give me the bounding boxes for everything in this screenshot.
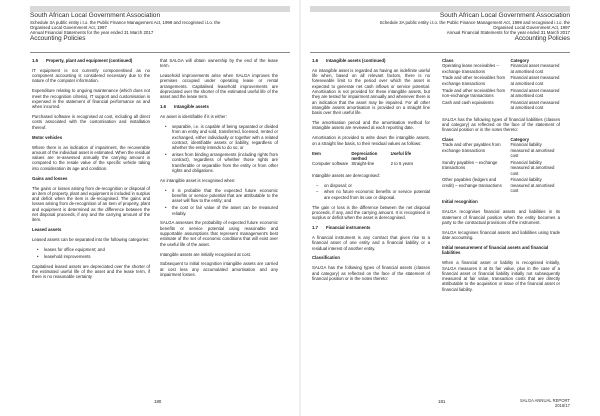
left-column-2 [160,58,278,282]
table-cell: Cash and cash equivalents [442,99,494,105]
paragraph: A financial instrument is any contract that gives rise to a financial asset of one entity and a financial liability or a residual interest of another entity. [312,234,430,251]
paragraph: Expenditure relating to ongoing maintenance (which does not meet the recognition criteria), IT support and customisation is expensed in the statement of financial performance as and when incurred. [32,88,150,110]
subheading: Initial measurement of financial assets and financial liabilities [442,245,549,256]
table-cell: Financial liability measured at amortised cost [510,177,555,193]
page-number: 180 [154,399,162,404]
header-line-5: Accounting Policies [514,34,570,42]
section-heading [312,225,430,230]
section-number: 1.6 [160,104,166,110]
section-title: Intangible assets (continued) [326,58,386,63]
paragraph: SALGA recognises financial assets and liabilities in its statement of financial position when the entity becomes a party to the contractual provisions of the instrument. [442,209,560,225]
paragraph: SALGA has the following types of financial assets (classes and category) as reflected on the face of the statement of financial position or in the notes thereto: [312,265,430,281]
paragraph: Leasehold improvements arise when SALGA improves the premises occupied under operating lease or rental arrangements. Capitalised leasehold improvements are depreciated over the shorter of the estimated useful life of the asset and the lease term. [160,73,278,100]
paragraph: Intangible assets are derecognised: [312,172,380,178]
table-header-cell: Class [442,58,454,63]
left-page [0,0,298,416]
subheading: Motor vehicles [32,134,63,140]
table-cell: Sundry payables – exchange transactions [442,159,498,171]
header-title: South African Local Government Association [30,12,161,19]
page-gutter [299,0,301,416]
subheading: Classification [312,255,340,261]
bullet-list [160,188,278,216]
paragraph: An intangible asset is regarded as having an indefinite useful life when, based on all relevant factors, there is no foreseeable limit to the period over which the asset is expected to generate net cash inflows or service potential. Amortisation is not provided for these intangible assets, but they are tested for impairment annually and whenever there is an indication that the asset may be impaired. For all other intangible assets amortisation is provided on a straight line basis over their useful life. [312,67,430,116]
list-item: • arises from binding arrangements (including rights from contract), regardless of whether those rights are transferable or separable from the entity or from other rights and obligations. [160,152,278,173]
table-cell: Trade and other payables from exchange transactions [442,142,501,153]
list-item: • leasehold improvements [32,254,150,259]
header-line-2: Schedule 3A public entity i.t.o. the Public Finance Management Act, 1999 and recognised i.t.o. the [30,19,221,25]
subheading: Gains and losses [32,175,68,181]
page-header [30,12,290,42]
header-divider [30,52,290,53]
table-row [442,88,560,100]
amortisation-table [312,151,430,168]
table-cell: Operating lease receivables – exchange transactions [442,63,499,74]
paragraph: The amortisation period and the amortisation method for intangible assets are reviewed at each reporting date. [312,120,430,131]
header-line-4: Annual Financial Statements for the year ended 31 March 2017 [446,29,570,35]
right-column-2 [442,58,560,297]
header-line-3: Organised Local Government Act, 1997 [30,24,107,30]
right-column-1 [312,58,430,286]
bullet-list [32,247,150,259]
page-header [310,12,570,42]
paragraph: IT equipment is not currently componentised as no component accounting is considered necessary due to the nature of the computer information. [32,67,150,84]
paragraph: Purchased software is recognised at cost, including all direct costs associated with the customisation and installation thereof. [32,114,150,130]
header-line-5: Accounting Policies [30,34,86,42]
footer-line-2: 2016/17 [554,403,570,408]
paragraph: When a financial asset or liability is recognised initially, SALGA measures it at its fair value, plus in the case of a financial asset or financial liability initially not subsequently measured at fair value, transaction costs that are directly attributable to the acquisition or issue of the financial asset or financial liability. [442,260,560,292]
list-item: • the cost or fair value of the asset can be measured reliably. [160,205,278,216]
table-row [442,142,560,159]
paragraph: Subsequent to initial recognition intangible assets are carried at cost less any accumulated amortisation and any impairment losses. [160,261,278,278]
subheading: Leased assets [32,227,62,233]
table-cell: Financial liability measured at amortised cost [510,142,555,159]
table-cell: Other payables (ledgers and credit) – exchange transactions [442,177,502,188]
section-heading [32,58,150,63]
section-number: 1.6 [312,58,318,63]
table-cell: Financial liability measured at amortised cost [510,159,555,176]
table-cell: Trade and other receivables from non-exchange transactions [442,87,506,98]
table-header-cell: Class [442,137,454,143]
header-line-3: Organised Local Government Act, 1997 [493,24,570,30]
paragraph: Amortisation is provided to write down the intangible assets, on a straight line basis, to their residual values as follows: [312,135,430,146]
table-row [442,75,560,87]
header-title: South African Local Government Association [439,12,570,19]
section-heading [160,104,278,109]
page-number: 181 [438,399,446,404]
header-line-2: Schedule 3A public entity i.t.o. the Public Finance Management Act, 1999 and recognised i.t.o. the [379,19,570,25]
table-row [442,63,560,75]
report-footer [520,398,570,408]
table-header-row [312,151,430,162]
paragraph: that SALGA will obtain ownership by the end of the lease term. [160,58,278,69]
paragraph: SALGA assesses the probability of expected future economic benefits or service potential using reasonable and supportable assumptions that represent management's best estimate of the set of economic conditions that will exist over the useful life of the asset. [160,220,278,247]
table-row [312,161,430,168]
bullet-list [312,183,430,200]
list-item: • separable, i.e. is capable of being separated or divided from an entity and sold, transferred, licensed, rented or exchanged, either individually or together with a related contract, identifiable assets or liability, regardless of whether the entity intends to do so; or [160,124,278,150]
section-title: Financial instruments [326,225,371,231]
table-header-cell: Depreciation method [351,150,378,161]
table-header-cell: Category [510,137,530,143]
section-title: Property, plant and equipment (continued) [46,58,133,63]
list-item: – on disposal; or [312,183,430,188]
table-cell: Straight-line [351,161,375,167]
list-item: – when no future economic benefits or service potential are expected from its use or disposal. [312,189,430,200]
table-row [442,160,560,177]
table-cell: Financial asset measured at amortised cost [510,63,560,74]
paragraph: Intangible assets are initially recognised at cost. [160,251,252,257]
paragraph: SALGA has the following types of financial liabilities (classes and category) as reflected on the face of the statement of financial position or in the notes thereto: [442,116,560,133]
paragraph: Where there is an indication of impairment, the recoverable amount of the individual asset is estimated. When the residual values are re-assessed annually the carrying amount is compared to the resale value of the specific vehicle taking into consideration its age and condition. [32,144,150,171]
paragraph: Leased assets can be separated into the following categories: [32,237,150,243]
table-row [442,177,560,194]
list-item: • leases for office equipment; and [32,247,150,252]
bullet-list [160,124,278,173]
table-cell: Financial asset measured at amortised cost [510,75,560,86]
table-cell: Financial asset measured at amortised cost [510,87,560,98]
right-page [302,0,600,416]
table-header-cell: Item [312,150,321,156]
table-cell: Computer software [312,161,349,167]
section-title: Intangible assets [174,104,209,110]
financial-assets-table [442,58,560,112]
paragraph: An asset is identifiable if it is either: [160,114,227,120]
table-header-cell: Category [510,58,530,63]
paragraph: An intangible asset is recognised when: [160,177,236,183]
paragraph: The gains or losses arising from de-recognition or disposal of an item of property, plant and equipment is included in surplus and deficit when the item is de-recognised. The gains and losses arising from de-recognition of an item of property, plant and equipment is determined as the difference between the net disposal proceeds, if any and the carrying amount of the item. [32,185,150,223]
subheading: Initial recognition [442,199,478,205]
section-number: 1.7 [312,225,318,231]
footer-line-1: SALGA ANNUAL REPORT [519,398,570,403]
financial-liabilities-table [442,137,560,195]
paragraph: The gain or loss is the difference between the net disposal proceeds, if any, and the carrying amount. It is recognised in surplus or deficit when the asset is derecognised. [312,204,430,221]
table-cell: Financial asset measured at amortised cost [510,99,560,111]
table-header-cell: Useful life [390,150,412,156]
table-cell: 2 to 5 years [390,161,414,167]
left-column-1 [32,58,150,284]
list-item: • it is probable that the expected future economic benefits or service potential that are attributable to the asset will flow to the entity; and [160,188,278,204]
section-heading [312,58,430,63]
paragraph: Capitalised leased assets are depreciated over the shorter of the estimated useful life of the asset and the lease term, if there is no reasonable certainty [32,263,150,280]
section-number: 1.5 [32,58,38,63]
header-line-4: Annual Financial Statements for the year ended 31 March 2017 [30,29,154,35]
paragraph: SALGA recognises financial assets and liabilities using trade date accounting. [442,229,560,241]
table-row [442,100,560,112]
table-cell: Trade and other receivables from exchange transactions [442,75,506,86]
header-divider [310,52,570,53]
